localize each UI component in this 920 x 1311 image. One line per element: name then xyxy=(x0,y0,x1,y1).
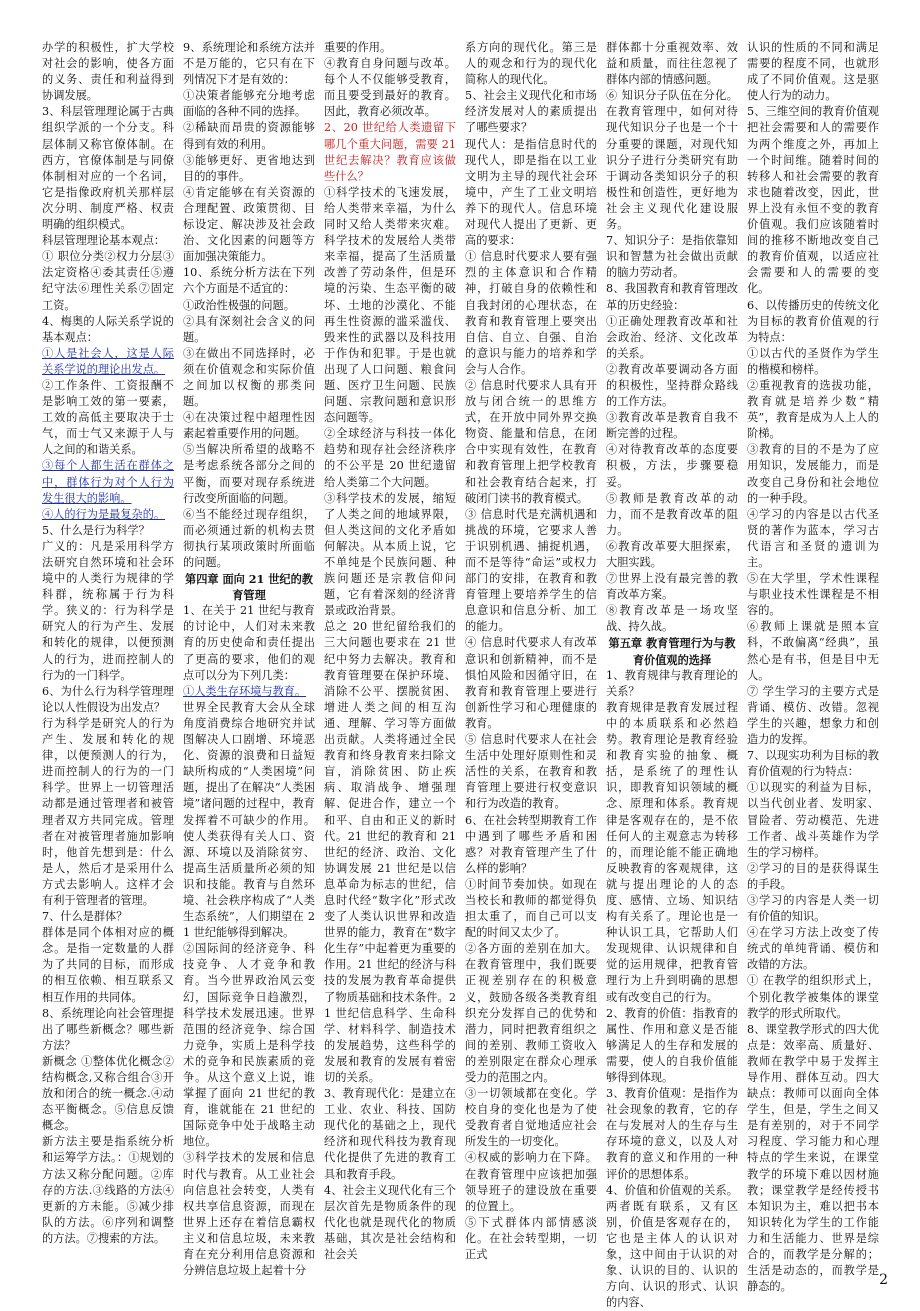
page-number: 2 xyxy=(879,1272,888,1288)
paragraph: ③科学技术的发展，缩短了人类之间的地域界限，但人类这间的文化矛盾如何解决。从本质上说，它不单纯是个民族问题、种族问题还是宗教信仰问题，它有着深刻的经济背景或政治背景。 xyxy=(324,491,456,618)
paragraph: 4、社会主义现代化有三个层次首先是物质条件的现代化也就是现代化的物质基础，其次是社会结构和社会关 xyxy=(324,1183,456,1262)
paragraph: ④对待教育改革的态度要积极，方法，步骤要稳妥。 xyxy=(606,443,738,489)
paragraph: ①决策者能够充分地考虑面临的各种不同的选择。 xyxy=(183,89,315,119)
paragraph: ③ 信息时代是充满机遇和挑战的环境，它要求人善于识别机遇、捕捉机遇，而不是等待“命运”或权力部门的安排，在教育和教育管理上要培养学生的信息意识和信息分析、加工的能力。 xyxy=(465,507,597,634)
paragraph: 群体都十分重视效率、效益和质量，而往往忽视了群体内部的情感问题。 xyxy=(606,41,738,87)
paragraph: ④人的行为是最复杂的。 xyxy=(42,507,166,521)
paragraph: ① 在教学的组织形式上，个别化教学被集体的课堂教学的形式所取代。 xyxy=(747,974,879,1020)
paragraph: ②全球经济与科技一体化趋势和现存社会经济秩序的不公平是 20 世纪遗留给人类第二个大问题。 xyxy=(324,427,456,489)
paragraph: ③学习的内容是人类一切有价值的知识。 xyxy=(747,893,879,924)
paragraph: ①以古代的圣贤作为学生的楷模和榜样。 xyxy=(747,346,879,376)
chapter-heading: 第四章 面向 21 世纪的教育管理 xyxy=(185,572,313,603)
paragraph: 4、价值和价值观的关系。两者既有联系，又有区别，价值是客观存在的，它也是主体人的认识对象，这中间由于认识的对象、认识的目的、认识的方向、认识的形式、认识的内容、 xyxy=(606,1183,738,1310)
paragraph: 7、知识分子：是指依靠知识和智慧为社会做出贡献的脑力劳动者。 xyxy=(606,234,738,280)
paragraph: 3、教育现代化：是建立在工业、农业、科技、国防现代化的基础之上，现代经济和现代科技为教育现代化提供了先进的教育工具和教育手段。 xyxy=(324,1087,456,1181)
paragraph: ③教育改革是教育自我不断完善的过程。 xyxy=(606,411,738,441)
paragraph: ④权威的影响力在下降。在教育管理中应该把加强领导班子的建设放在重要的位置上。 xyxy=(465,1151,597,1213)
paragraph: 行为科学是研究人的行为产生、发展和转化的规律，以便预测人的行为，进而控制人的行为的一门科学。世界上一切管理活动都是通过管理者和被管理者双方共同完成。管理者在对被管理者施加影响时，他首先想到是：什么是人，然后才是采用什么方式去影响人。这样才会有利于管理者的管理。 xyxy=(42,716,174,907)
paragraph: 世界全民教育大会从全球角度消费综合地研究并试图解决人口剧增、环境恶化、资源的浪费和日益短缺所构成的“人类困境”问题，提出了在解决“人类困境”诸问题的过程中，教育发挥着不可缺少的作用。使人类获得有关人口、资源、环境以及消除贫穷、提高生活质量所必须的知识和技能。教育与自然环境、社会秩序构成了“人类生态系统”，人们期望在 21 世纪能够得到解决。 xyxy=(183,700,315,940)
paragraph: ①科学技术的飞速发展，给人类带来幸福，为什么同时又给人类带来灾难。科学技术的发展给人类带来幸福，提高了生活质量改善了劳动条件，但是环境的污染、生态平衡的破坏、土地的沙漠化、不能再生性资源的滥采滥伐、毁来性的武器以及科技用于作伪和犯罪。于是也就出现了人口问题、粮食问题、医疗卫生问题、民族问题、宗教问题和意识形态问题等。 xyxy=(324,185,456,425)
paragraph: ④在决策过程中超理性因素起着重要作用的问题。 xyxy=(183,411,315,441)
paragraph: ④肯定能够在有关资源的合理配置、政策贯彻、目标设定、解决涉及社会政治、文化因素的问题等方面加强决策能力。 xyxy=(183,185,315,264)
paragraph: ②重视教育的选拔功能，教育就是培养少数“精英”，教育是成为人上人的阶梯。 xyxy=(747,378,879,441)
paragraph: ①正确处理教育改革和社会政治、经济、文化改革的关系。 xyxy=(606,314,738,360)
paragraph: 5、三维空间的教育价值观把社会需要和人的需要作为两个维度之外，再加上一个时间维。随着时间的转移人和社会需要的教育求也随着改变，因此，世界上没有永恒不变的教育价值观。我们应该随着时间的推移不断地改变自己的教育价值观，以适应社会需要和人的需要的变化。 xyxy=(747,105,879,296)
paragraph: 10、系统分析方法在下列六个方面是不适宜的： xyxy=(183,266,315,296)
paragraph: ⑥ 知识分子队伍在分化。在教育管理中，如何对待现代知识分子也是一个十分重要的课题，对现代知识分子进行分类研究有助于调动各类知识分子的积极性和创造性，更好地为社会主义现代化建设服务。 xyxy=(606,89,738,232)
paragraph: ③能够更好、更省地达到目的的事件。 xyxy=(183,153,315,183)
paragraph: ④教育自身问题与改革。每个人不仅能够受教育，而且要受到最好的教育。因此，教育必须改革。 xyxy=(324,57,456,119)
paragraph: ④ 信息时代要求人有改革意识和创新精神，而不是惧怕风险和因循守旧，在教育和教育管理上要进行创新性学习和心理健康的教育。 xyxy=(465,636,597,730)
paragraph: 6、在社会转型期教育工作中遇到了哪些矛盾和困惑？对教育管理产生了什么样的影响？ xyxy=(465,813,597,875)
paragraph: 系方向的现代化。第三是人的观念和行为的现代化简称人的现代化。 xyxy=(465,41,597,87)
text-column-6 xyxy=(747,40,879,1294)
paragraph: 1、教育规律与教育理论的关系？ xyxy=(606,668,738,698)
paragraph: 广义的：凡是采用科学方法研究自然环境和社会环境中的人类行为规律的学科群，统称属于行为科学。狭义的：行为科学是研究人的行为产生、发展和转化的规律，以便预测人的行为，进而控制人的行为的一门科学。 xyxy=(42,539,174,682)
paragraph: ④学习的内容是以古代圣贤的著作为蓝本，学习古代语言和圣贤的遗训为主。 xyxy=(747,507,879,569)
paragraph: ②学习的目的是获得谋生的手段。 xyxy=(747,861,879,891)
paragraph: ⑤下式群体内部情感淡化。在社会转型期，一切正式 xyxy=(465,1215,597,1262)
paragraph: 科层管理理论基本观点： xyxy=(42,234,166,248)
paragraph: ②各方面的差别在加大。在教育管理中，我们既要正视差别存在的积极意义，鼓励各级各类教育组织充分发挥自己的优势和潜力，同时把教育组织之间的差别、教师工资收入的差别限定在群众心理承受力的范围之内。 xyxy=(465,942,597,1084)
paragraph: ⑤当解决所希望的战略不是考虑系统各部分之间的平衡，而要对现存系统进行改变所面临的问题。 xyxy=(183,443,315,505)
paragraph: 2、教育的价值：指教育的属性、作用和意义是否能够满足人的生存和发展的需要，使人的自我价值能够得到体现。 xyxy=(606,1006,738,1084)
paragraph: 8、系统理论向社会管理提出了哪些新概念？哪些新方法？ xyxy=(42,1006,174,1052)
paragraph: ②工作条件、工资报酬不是影响工效的第一要素，工效的高低主要取决于士气，而士气又来源于人与人之间的和谐关系。 xyxy=(42,378,174,457)
paragraph: 办学的积极性，扩大学校对社会的影响，使各方面的义务、责任和利益得到协调发展。 xyxy=(42,41,174,103)
paragraph: ⑥教育改革要大胆探索，大胆实践。 xyxy=(606,539,738,569)
paragraph: ②教育改革要调动各方面的积极性，坚持群众路线的工作方法。 xyxy=(606,362,738,409)
paragraph: ②国际间的经济竞争、科技竞争、人才竞争和教育。当今世界政治风云变幻，国际竞争日趋激烈，科学技术发展迅速。世界范围的经济竞争、综合国力竞争，实质上是科学技术的竞争和民族素质的竞争。从这个意义上说，谁掌握了面向 21 世纪的教育，谁就能在 21 世纪的国际竞争中处于战略主动地位。 xyxy=(183,942,315,1149)
paragraph: ①人类生存环境与教育。 xyxy=(183,684,307,698)
paragraph: 5、社会主义现代化和市场经济发展对人的素质提出了哪些要求？ xyxy=(465,89,597,135)
paragraph: 9、系统理论和系统方法并不是万能的，它只有在下列情况下才是有效的： xyxy=(183,41,315,87)
paragraph: 5、什么是行为科学？ xyxy=(42,523,150,537)
paragraph: ⑤教师是教育改革的动力，而不是教育改革的阻力。 xyxy=(606,491,738,537)
paragraph: 7、以现实功利为目标的教育价值观的行为特点： xyxy=(747,749,879,779)
paragraph: ①时间节奏加快。如现在当校长和教师的都觉得负担太重了，而自己可以支配的时间又太少了。 xyxy=(465,877,597,940)
chapter-heading: 第五章 教育管理行为与教育价值观的选择 xyxy=(608,636,736,667)
paragraph: 8、课堂教学形式的四大优点是：效率高、质量好、教师在教学中易于发挥主导作用、群体互动。四大缺点：教师可以面向全体学生，但是，学生之间又是有差别的，对于不同学习程度、学习能力和心理特点的学生来说，在课堂教学的环境下难以因材施教；课堂教学是经传授书本知识为主，难以把书本知识转化为学生的工作能力和生活能力、世界是综合的，而教学是分解的；生活是动态的，而教学是静态的。 xyxy=(747,1022,879,1294)
paragraph: 3、科层管理理论属于古典组织学派的一个分支。科层体制又称官僚体制。在西方，官僚体制是与同僚体制相对应的一个名词，它是指像政府机关那样层次分明、制度严格、权责明确的组织模式。 xyxy=(42,105,174,232)
paragraph: 新方法主要是指系统分析和运筹学方法。：①规划的方法又称分配问题。②库存的方法.③线路的方法④更新的方未能。⑤减少排队的方法。⑥序列和调整的方法。⑦搜索的方法。 xyxy=(42,1135,174,1245)
paragraph: ③教育的目的不是为了应用知识，发展能力，而是改变自己身份和社会地位的一种手段。 xyxy=(747,443,879,505)
paragraph: ⑧教育改革是一场攻坚战、持久战。 xyxy=(606,604,738,634)
paragraph: ①政治性极强的问题。 xyxy=(183,298,295,312)
paragraph: 认识的性质的不同和满足需要的程度不同，也就形成了不同价值观。这是驱使人行为的动力。 xyxy=(747,41,879,103)
paragraph: 4、梅奥的人际关系学说的基本观点： xyxy=(42,314,174,344)
paragraph: 2、20 世纪给人类遗留下哪几个重大问题，需要 21 世纪去解决？教育应该做些什么？ xyxy=(324,121,456,183)
paragraph: 1、在关于 21 世纪与教育的讨论中，人们对未来教育的历史使命和责任提出了更高的要求，他们的观点可以分为下列几类： xyxy=(183,604,315,682)
paragraph: ①人是社会人，这是人际关系学说的理论出发点。 xyxy=(42,346,174,376)
paragraph: ③科学技术的发展和信息时代与教育。从工业社会向信息社会转变，人类有权共享信息资源，而现在世界上还存在着信息霸权主义和信息垃圾，未来教育在充分利用信息资源和分辨信息垃圾上起着十分 xyxy=(183,1151,315,1278)
text-column-4 xyxy=(465,40,597,1270)
paragraph: ③每个人都生活在群体之中，群体行为对个人行为发生很大的影响。 xyxy=(42,459,174,505)
paragraph: ①以现实的利益为目标，以当代创业者、发明家、冒险者、劳动模范、先进工作者、战斗英雄作为学生的学习榜样。 xyxy=(747,781,879,859)
paragraph: 群体是同个体相对应的概念。是指一定数量的人群为了共同的目标，而形成的相互依赖、相互联系又相互作用的共同体。 xyxy=(42,926,174,1004)
paragraph: ⑦世界上没有最完善的教育改革方案。 xyxy=(606,572,738,602)
paragraph: 3、教育价值观：是指作为社会现象的教育，它的存在与发展对人的生存与生存环境的意义，以及人对教育的意义和作用的一种评价的思想体系。 xyxy=(606,1087,738,1181)
paragraph: ⑤在大学里，学术性课程与职业技术性课程是不相容的。 xyxy=(747,572,879,618)
paragraph: 教育规律是教育发展过程中的本质联系和必然趋势。教育理论是教育经验和教育实验的抽象、概括，是系统了的理性认识，即教育知识领域的概念、原理和体系。教育规律是客观存在的，是不依任何人的主观意志为转移的，而理论能不能正确地反映教育的客观规律，这就与提出理论的人的态度、感情、立场、知识结构有关系了。理论也是一种认识工具，它帮助人们发现规律、认识规律和自觉的运用规律，把教育管理行为上升到明确的思想或有改变自己的行为。 xyxy=(606,700,738,1004)
paragraph: ⑤ 信息时代要求人在社会生活中处理好原则性和灵活性的关系，在教育和教育管理上要进行权变意识和行为改造的教育。 xyxy=(465,733,597,811)
paragraph: ⑥教师上课就是照本宣科，不敢偏离“经典”，虽然心是有书，但是目中无人。 xyxy=(747,620,879,682)
text-column-2 xyxy=(183,40,315,1278)
paragraph: ⑥当不能经过现存组织，而必须通过新的机构去贯彻执行某项政策时所面临的问题。 xyxy=(183,507,315,569)
paragraph: 7、什么是群体？ xyxy=(42,910,128,924)
document-page xyxy=(42,40,880,1310)
paragraph: 现代人：是指信息时代的现代人，即是指在以工业文明为主导的现代社会环境中，产生了工业文明培养下的现代人。信息环境对现代人提出了更新、更高的要求： xyxy=(465,137,597,248)
paragraph: 6、以传播历史的传统文化为目标的教育价值观的行为特点： xyxy=(747,298,879,344)
paragraph: ① 职位分类②权力分层③法定资格④委其责任⑤遵纪守法⑥理性关系⑦固定工资。 xyxy=(42,250,174,312)
paragraph: 新概念 ①整体优化概念②结构概念,又称合组合③开放和闭合的统一概念.④动态平衡概念。⑤信息反馈概念。 xyxy=(42,1054,174,1133)
paragraph: ④在学习方法上改变了传统式的单纯背诵、模仿和改错的方法。 xyxy=(747,926,879,972)
paragraph: 8、我国教育和教育管理改革的历史经验： xyxy=(606,282,738,312)
paragraph: ②稀缺而昂贵的资源能够得到有效的利用。 xyxy=(183,121,315,151)
paragraph: 重要的作用。 xyxy=(324,41,392,54)
paragraph: ③一切领域都在变化。学校自身的变化也是为了使受教育者自觉地适应社会所发生的一切变化。 xyxy=(465,1087,597,1149)
paragraph: ⑦ 学生学习的主要方式是背诵、模仿、改错。忽视学生的兴趣，想象力和创造力的发挥。 xyxy=(747,684,879,747)
paragraph: ① 信息时代要求人要有强烈的主体意识和合作精神，打破自身的依赖性和自我封闭的心理状态，在教育和教育管理上要突出自信、自立、自强、自治的意识与能力的培养和学会与人合作。 xyxy=(465,250,597,376)
paragraph: ②具有深刻社会含义的问题。 xyxy=(183,314,315,344)
paragraph: 6、为什么行为科学管理理论以人性假设为出发点？ xyxy=(42,684,174,714)
paragraph: ② 信息时代要求人具有开放与闭合统一的思维方式，在开放中同外界交换物资、能量和信息，在闭合中实现有效性，在教育和教育管理上把学校教育和社会教育结合起来，打破闭门读书的教育模式。 xyxy=(465,378,597,505)
paragraph: ③在做出不同选择时，必须在价值观念和实际价值之间加以权衡的那类问题。 xyxy=(183,346,315,409)
text-column-1 xyxy=(42,40,174,1270)
paragraph: 总之 20 世纪留给我们的三大问题也要求在 21 世纪中努力去解决。教育和教育管理要在保护环境、消除不公平、摆脱贫困、增进人类之间的相互沟通、理解、学习等方面做出贡献。人类将通过全民教育和终身教育来扫除文盲，消除贫困、防止疾病、取消战争、增强理解、促进合作，建立一个和平、自由和正义的新时代。21 世纪的教育和 21 世纪的经济、政治、文化协调发展 21 世纪是以信息革命为标志的世纪，信息时代经“数字化”形式改变了人类认识世界和改造世界的能力，教育在“数字化生存”中起着更为重要的作用。21 世纪的经济与科技的发展为教育革命提供了物质基础和技术条件。21 世纪信息科学、生命科学、材料科学、制造技术的发展趋势，这些科学的发展和教育的发展有着密切的关系。 xyxy=(324,620,456,1084)
text-column-5 xyxy=(606,40,738,1310)
text-column-3 xyxy=(324,40,456,1270)
